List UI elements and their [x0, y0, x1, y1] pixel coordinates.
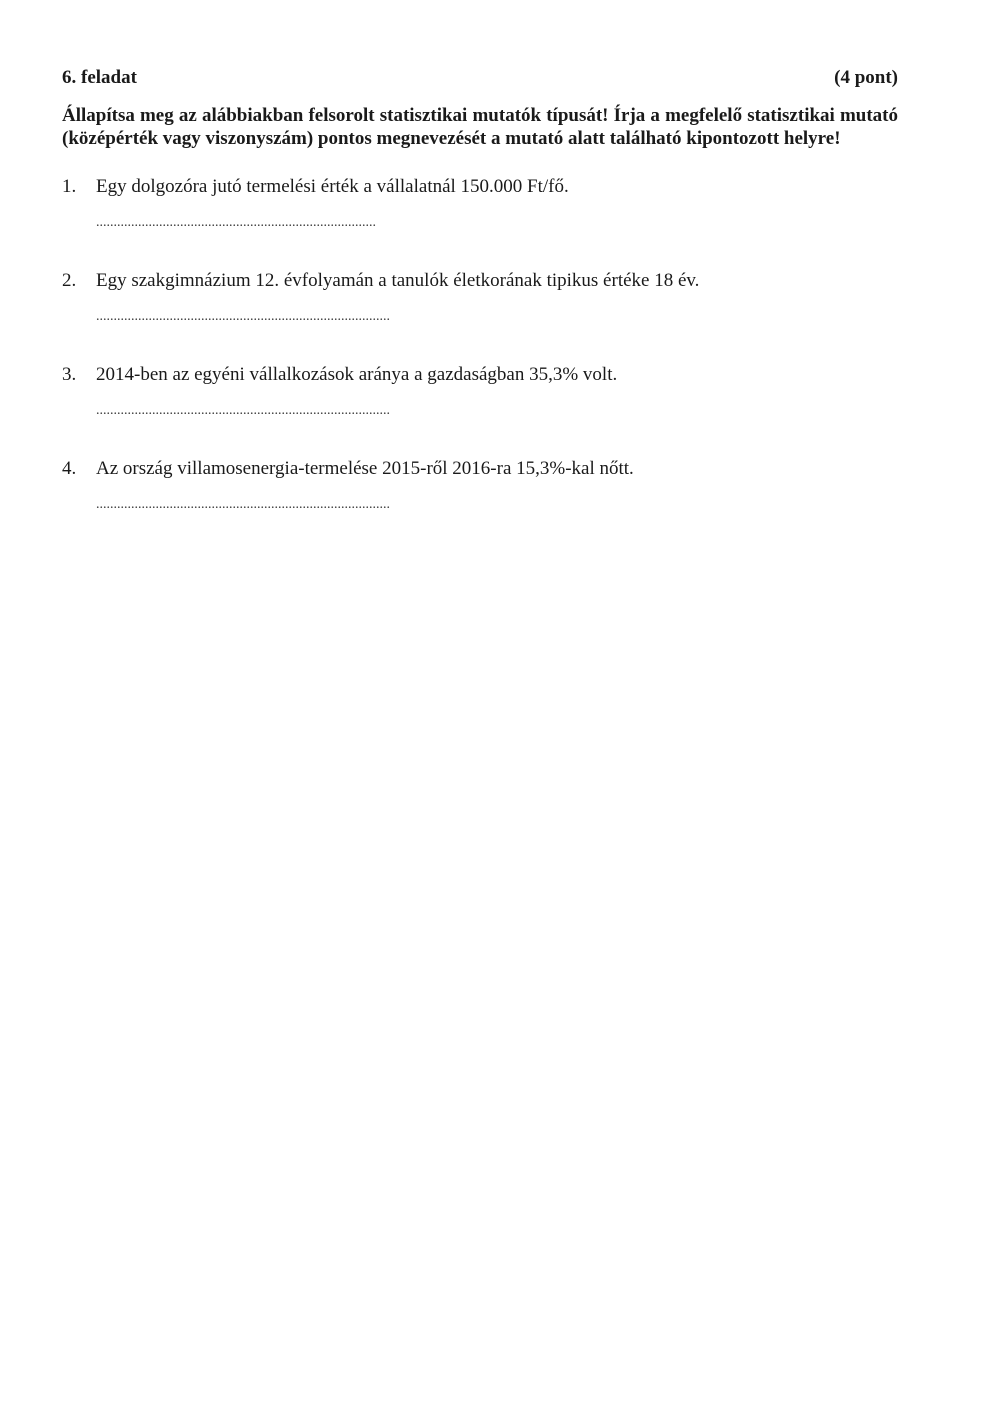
task-header	[62, 64, 898, 92]
question-number: 4.	[62, 458, 77, 479]
worksheet-page	[62, 64, 898, 514]
question-number: 3.	[62, 364, 77, 385]
task-instructions: Állapítsa meg az alábbiakban felsorolt statisztikai mutatók típusát! Írja a megfelelő statisztikai mutató (középérték vagy viszonyszám) pontos megnevezését a mutató alatt található kipontozott helyre!	[62, 105, 898, 149]
question-item-3	[62, 362, 898, 420]
task-number: 6. feladat	[62, 67, 137, 88]
question-number: 2.	[62, 270, 77, 291]
answer-blank-4[interactable]: ....................................................................................	[96, 497, 390, 512]
answer-blank-3[interactable]: ....................................................................................	[96, 403, 390, 418]
answer-blank-2[interactable]: ....................................................................................	[96, 309, 390, 324]
question-text: Az ország villamosenergia-termelése 2015-ről 2016-ra 15,3%-kal nőtt.	[96, 458, 634, 479]
question-list	[62, 174, 898, 514]
answer-blank-1[interactable]: ................................................................................	[96, 215, 376, 230]
question-text: 2014-ben az egyéni vállalkozások aránya a gazdaságban 35,3% volt.	[96, 364, 618, 385]
question-item-1	[62, 174, 898, 232]
question-item-4	[62, 456, 898, 514]
task-points: (4 pont)	[834, 67, 898, 88]
question-text: Egy szakgimnázium 12. évfolyamán a tanulók életkorának tipikus értéke 18 év.	[96, 270, 700, 291]
question-item-2	[62, 268, 898, 326]
question-number: 1.	[62, 176, 77, 197]
question-text: Egy dolgozóra jutó termelési érték a vállalatnál 150.000 Ft/fő.	[96, 176, 569, 197]
